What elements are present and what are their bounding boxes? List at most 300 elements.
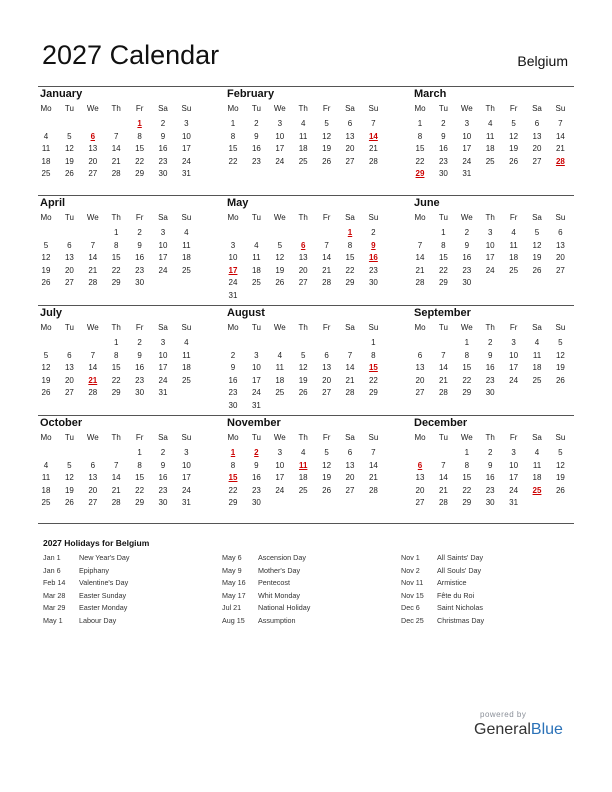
day-cell: 17 bbox=[485, 253, 495, 263]
day-cell: 9 bbox=[441, 131, 446, 141]
day-cell: 12 bbox=[41, 363, 51, 373]
day-cell: 11 bbox=[486, 131, 495, 141]
day-cell: 4 bbox=[534, 448, 540, 457]
day-cell: 18 bbox=[509, 253, 519, 263]
day-cell: 10 bbox=[158, 240, 168, 250]
day-cell: 12 bbox=[322, 131, 332, 141]
day-cell: 19 bbox=[555, 363, 565, 373]
holiday-date: May 6 bbox=[222, 553, 242, 562]
day-cell: 24 bbox=[158, 375, 168, 385]
day-cell: 9 bbox=[160, 460, 166, 470]
day-cell: 24 bbox=[181, 485, 191, 495]
day-cell: 26 bbox=[532, 265, 542, 275]
day-cell: 23 bbox=[485, 375, 495, 385]
day-cell: 18 bbox=[485, 144, 495, 154]
day-cell: 17 bbox=[158, 253, 168, 263]
day-cell: 10 bbox=[275, 131, 285, 141]
day-cell: 14 bbox=[322, 253, 332, 263]
weekday-label: Mo bbox=[40, 433, 52, 442]
day-cell: 10 bbox=[509, 350, 519, 360]
weekday-label: Fr bbox=[135, 433, 144, 442]
day-cell: 11 bbox=[275, 363, 284, 373]
day-cell: 2 bbox=[371, 228, 376, 237]
day-cell: 29 bbox=[368, 388, 378, 398]
holiday-date: Dec 25 bbox=[401, 615, 424, 625]
holiday-name: Labour Day bbox=[79, 615, 117, 625]
weekday-label: Sa bbox=[345, 104, 355, 113]
holiday-name: Valentine's Day bbox=[79, 578, 129, 587]
month-november bbox=[224, 417, 392, 523]
weekday-label: We bbox=[273, 104, 286, 113]
day-cell: 28 bbox=[88, 388, 98, 398]
weekday-label: Mo bbox=[227, 323, 239, 332]
day-cell: 9 bbox=[137, 240, 142, 250]
day-cell: 15 bbox=[345, 253, 355, 263]
day-cell: 7 bbox=[90, 350, 96, 360]
day-cell: 22 bbox=[228, 156, 238, 166]
day-cell: 13 bbox=[345, 460, 355, 470]
day-cell: 4 bbox=[184, 338, 189, 347]
day-cell: 17 bbox=[181, 144, 191, 154]
holiday-date: May 17 bbox=[222, 590, 246, 600]
weekday-label: Tu bbox=[438, 213, 448, 222]
holiday-day-cell: 6 bbox=[300, 240, 306, 250]
day-cell: 22 bbox=[228, 485, 238, 495]
day-cell: 7 bbox=[113, 460, 119, 470]
day-cell: 29 bbox=[345, 278, 355, 288]
day-cell: 29 bbox=[111, 388, 121, 398]
day-cell: 11 bbox=[182, 240, 191, 250]
holiday-name: Saint Nicholas bbox=[437, 603, 483, 612]
holiday-day-cell: 9 bbox=[371, 240, 376, 250]
day-cell: 23 bbox=[251, 156, 261, 166]
weekday-label: Th bbox=[298, 213, 308, 222]
day-cell: 15 bbox=[111, 253, 121, 263]
day-cell: 16 bbox=[485, 363, 495, 373]
divider bbox=[38, 305, 574, 306]
day-cell: 10 bbox=[228, 253, 238, 263]
day-cell: 23 bbox=[368, 265, 378, 275]
day-cell: 21 bbox=[345, 375, 355, 385]
day-cell: 18 bbox=[532, 473, 542, 483]
day-cell: 24 bbox=[509, 485, 519, 495]
day-cell: 9 bbox=[160, 131, 166, 141]
day-cell: 4 bbox=[300, 448, 306, 457]
day-cell: 14 bbox=[88, 253, 98, 263]
day-cell: 29 bbox=[438, 278, 448, 288]
day-cell: 17 bbox=[462, 144, 472, 154]
day-cell: 31 bbox=[181, 169, 191, 179]
day-cell: 24 bbox=[509, 375, 519, 385]
day-cell: 18 bbox=[181, 253, 191, 263]
day-cell: 31 bbox=[509, 498, 519, 508]
day-cell: 21 bbox=[111, 156, 121, 166]
holiday-date: Mar 29 bbox=[43, 603, 66, 612]
weekday-label: We bbox=[460, 104, 473, 113]
day-cell: 20 bbox=[532, 144, 542, 154]
day-cell: 13 bbox=[555, 240, 565, 250]
weekday-label: Th bbox=[485, 213, 495, 222]
month-may bbox=[224, 197, 392, 303]
brand-general: General bbox=[474, 721, 531, 738]
day-cell: 7 bbox=[371, 448, 376, 457]
day-cell: 10 bbox=[158, 350, 168, 360]
day-cell: 22 bbox=[135, 485, 145, 495]
day-cell: 28 bbox=[111, 169, 121, 179]
day-cell: 26 bbox=[275, 278, 285, 288]
weekday-label: Fr bbox=[509, 104, 518, 113]
day-cell: 15 bbox=[111, 363, 121, 373]
holiday-date: Nov 2 bbox=[401, 565, 420, 575]
weekday-label: Su bbox=[181, 323, 192, 332]
day-cell: 22 bbox=[438, 265, 448, 275]
day-cell: 5 bbox=[324, 119, 329, 128]
day-cell: 9 bbox=[487, 350, 493, 360]
day-cell: 22 bbox=[111, 375, 121, 385]
day-cell: 28 bbox=[438, 388, 448, 398]
day-cell: 27 bbox=[322, 388, 332, 398]
day-cell: 7 bbox=[441, 460, 446, 470]
day-cell: 1 bbox=[417, 119, 423, 128]
day-cell: 3 bbox=[160, 338, 166, 347]
day-cell: 5 bbox=[558, 338, 563, 347]
holiday-name: Fête du Roi bbox=[437, 590, 475, 600]
weekday-label: We bbox=[273, 323, 286, 332]
day-cell: 6 bbox=[347, 119, 353, 128]
month-name: September bbox=[414, 307, 471, 319]
day-cell: 17 bbox=[275, 144, 285, 154]
divider bbox=[38, 523, 574, 524]
day-cell: 4 bbox=[511, 228, 516, 237]
day-cell: 30 bbox=[135, 278, 145, 288]
weekday-label: Tu bbox=[64, 323, 74, 332]
day-cell: 10 bbox=[181, 460, 191, 470]
day-cell: 13 bbox=[415, 363, 425, 373]
country-label: Belgium bbox=[517, 53, 568, 69]
day-cell: 12 bbox=[298, 363, 308, 373]
day-cell: 12 bbox=[509, 131, 519, 141]
weekday-label: We bbox=[86, 104, 99, 113]
weekday-label: Sa bbox=[345, 323, 355, 332]
holiday-day-cell: 6 bbox=[90, 131, 96, 141]
day-cell: 30 bbox=[485, 388, 495, 398]
day-cell: 19 bbox=[275, 265, 285, 275]
month-april bbox=[37, 197, 205, 303]
day-cell: 12 bbox=[532, 240, 542, 250]
holiday-name: Easter Sunday bbox=[79, 590, 127, 600]
day-cell: 5 bbox=[324, 448, 329, 457]
day-cell: 3 bbox=[184, 119, 189, 128]
day-cell: 2 bbox=[160, 119, 166, 128]
day-cell: 30 bbox=[158, 498, 168, 508]
day-cell: 30 bbox=[228, 401, 238, 410]
weekday-label: Fr bbox=[322, 213, 331, 222]
day-cell: 28 bbox=[368, 485, 378, 495]
day-cell: 15 bbox=[135, 473, 145, 483]
day-cell: 28 bbox=[345, 388, 355, 398]
day-cell: 1 bbox=[230, 119, 236, 128]
weekday-label: Sa bbox=[532, 104, 542, 113]
weekday-label: Tu bbox=[438, 323, 448, 332]
day-cell: 16 bbox=[485, 473, 495, 483]
day-cell: 11 bbox=[41, 473, 51, 483]
day-cell: 3 bbox=[511, 338, 516, 347]
weekday-label: Th bbox=[485, 104, 495, 113]
holiday-date: Jan 1 bbox=[43, 553, 61, 562]
day-cell: 30 bbox=[251, 498, 261, 508]
day-cell: 9 bbox=[254, 131, 259, 141]
holiday-date: Feb 14 bbox=[43, 578, 66, 587]
day-cell: 2 bbox=[254, 119, 259, 128]
day-cell: 14 bbox=[438, 363, 448, 373]
day-cell: 16 bbox=[158, 473, 168, 483]
day-cell: 12 bbox=[64, 473, 74, 483]
day-cell: 5 bbox=[67, 460, 72, 470]
day-cell: 24 bbox=[251, 388, 261, 398]
holiday-date: Jan 6 bbox=[43, 565, 61, 575]
day-cell: 18 bbox=[532, 363, 542, 373]
day-cell: 20 bbox=[64, 375, 74, 385]
day-cell: 15 bbox=[462, 363, 472, 373]
weekday-label: Su bbox=[368, 213, 379, 222]
holiday-day-cell: 6 bbox=[417, 460, 423, 470]
divider bbox=[38, 195, 574, 196]
day-cell: 23 bbox=[438, 156, 448, 166]
weekday-label: Fr bbox=[322, 433, 331, 442]
day-cell: 7 bbox=[371, 119, 376, 128]
day-cell: 5 bbox=[43, 240, 49, 250]
holiday-day-cell: 28 bbox=[555, 156, 565, 166]
weekday-label: Tu bbox=[438, 433, 448, 442]
day-cell: 24 bbox=[275, 156, 285, 166]
day-cell: 27 bbox=[345, 156, 355, 166]
day-cell: 4 bbox=[487, 119, 493, 128]
holiday-day-cell: 21 bbox=[88, 375, 98, 385]
day-cell: 16 bbox=[438, 144, 448, 154]
weekday-label: Th bbox=[111, 433, 121, 442]
day-cell: 6 bbox=[534, 119, 540, 128]
day-cell: 24 bbox=[158, 265, 168, 275]
day-cell: 26 bbox=[64, 169, 74, 179]
day-cell: 4 bbox=[184, 228, 189, 237]
weekday-label: Fr bbox=[509, 213, 518, 222]
weekday-label: Th bbox=[485, 323, 495, 332]
day-cell: 30 bbox=[438, 169, 448, 179]
day-cell: 8 bbox=[137, 131, 142, 141]
day-cell: 19 bbox=[555, 473, 565, 483]
day-cell: 29 bbox=[228, 498, 238, 508]
day-cell: 11 bbox=[182, 350, 191, 360]
day-cell: 11 bbox=[252, 253, 261, 263]
weekday-label: Mo bbox=[414, 433, 426, 442]
day-cell: 12 bbox=[275, 253, 285, 263]
day-cell: 15 bbox=[415, 144, 425, 154]
day-cell: 24 bbox=[228, 278, 238, 288]
day-cell: 27 bbox=[88, 498, 98, 508]
day-cell: 27 bbox=[88, 169, 98, 179]
day-cell: 8 bbox=[371, 350, 376, 360]
day-cell: 3 bbox=[277, 119, 283, 128]
holiday-day-cell: 16 bbox=[368, 253, 378, 263]
holiday-day-cell: 1 bbox=[137, 119, 142, 128]
day-cell: 11 bbox=[299, 131, 308, 141]
day-cell: 8 bbox=[464, 460, 470, 470]
day-cell: 10 bbox=[251, 363, 261, 373]
day-cell: 9 bbox=[487, 460, 493, 470]
powered-by-label: powered by bbox=[480, 710, 527, 719]
day-cell: 17 bbox=[158, 363, 168, 373]
day-cell: 2 bbox=[137, 338, 142, 347]
holiday-day-cell: 17 bbox=[228, 265, 238, 275]
month-name: November bbox=[227, 417, 281, 429]
day-cell: 7 bbox=[90, 240, 96, 250]
day-cell: 30 bbox=[158, 169, 168, 179]
day-cell: 18 bbox=[41, 156, 51, 166]
month-july bbox=[37, 307, 205, 413]
day-cell: 1 bbox=[464, 338, 470, 347]
day-cell: 19 bbox=[532, 253, 542, 263]
day-cell: 13 bbox=[415, 473, 425, 483]
day-cell: 22 bbox=[111, 265, 121, 275]
holiday-name: Pentecost bbox=[258, 578, 290, 587]
day-cell: 31 bbox=[251, 401, 261, 410]
day-cell: 4 bbox=[254, 240, 259, 250]
day-cell: 21 bbox=[111, 485, 121, 495]
day-cell: 8 bbox=[113, 350, 119, 360]
day-cell: 17 bbox=[509, 473, 519, 483]
day-cell: 20 bbox=[345, 473, 355, 483]
weekday-label: Fr bbox=[322, 323, 331, 332]
weekday-label: Th bbox=[485, 433, 495, 442]
day-cell: 10 bbox=[462, 131, 472, 141]
day-cell: 7 bbox=[324, 240, 329, 250]
day-cell: 13 bbox=[64, 363, 74, 373]
holiday-day-cell: 11 bbox=[298, 460, 308, 470]
day-cell: 18 bbox=[251, 265, 261, 275]
holiday-name: Armistice bbox=[437, 578, 467, 587]
holiday-day-cell: 29 bbox=[415, 169, 425, 179]
day-cell: 19 bbox=[64, 156, 74, 166]
day-cell: 7 bbox=[558, 119, 563, 128]
day-cell: 21 bbox=[368, 473, 378, 483]
holiday-day-cell: 1 bbox=[347, 228, 353, 237]
weekday-label: Su bbox=[181, 433, 192, 442]
weekday-label: Su bbox=[368, 323, 379, 332]
day-cell: 2 bbox=[230, 350, 236, 360]
day-cell: 28 bbox=[368, 156, 378, 166]
day-cell: 22 bbox=[368, 375, 378, 385]
day-cell: 27 bbox=[64, 278, 74, 288]
day-cell: 20 bbox=[88, 485, 98, 495]
month-march bbox=[411, 88, 579, 194]
holiday-day-cell: 15 bbox=[368, 363, 378, 373]
day-cell: 6 bbox=[347, 448, 353, 457]
day-cell: 5 bbox=[534, 228, 540, 237]
holiday-name: Whit Monday bbox=[258, 590, 300, 600]
holiday-day-cell: 14 bbox=[368, 131, 378, 141]
weekday-label: Fr bbox=[135, 323, 144, 332]
day-cell: 23 bbox=[135, 265, 145, 275]
day-cell: 26 bbox=[41, 278, 51, 288]
day-cell: 28 bbox=[415, 278, 425, 288]
day-cell: 4 bbox=[534, 338, 540, 347]
day-cell: 25 bbox=[485, 156, 495, 166]
holiday-date: Jul 21 bbox=[222, 603, 242, 612]
day-cell: 13 bbox=[532, 131, 542, 141]
day-cell: 3 bbox=[254, 350, 259, 360]
day-cell: 16 bbox=[462, 253, 472, 263]
day-cell: 15 bbox=[462, 473, 472, 483]
weekday-label: Tu bbox=[251, 323, 261, 332]
weekday-label: Th bbox=[111, 323, 121, 332]
weekday-label: Th bbox=[111, 104, 121, 113]
holiday-date: Dec 6 bbox=[401, 603, 420, 612]
day-cell: 25 bbox=[532, 375, 542, 385]
day-cell: 27 bbox=[64, 388, 74, 398]
weekday-label: Fr bbox=[135, 104, 144, 113]
day-cell: 10 bbox=[485, 240, 495, 250]
weekday-label: Su bbox=[555, 104, 566, 113]
day-cell: 16 bbox=[135, 253, 145, 263]
day-cell: 25 bbox=[181, 265, 191, 275]
weekday-label: Fr bbox=[509, 323, 518, 332]
holiday-date: Nov 11 bbox=[401, 578, 424, 587]
day-cell: 1 bbox=[137, 448, 142, 457]
day-cell: 19 bbox=[41, 265, 51, 275]
weekday-label: We bbox=[86, 323, 99, 332]
day-cell: 14 bbox=[111, 473, 121, 483]
weekday-label: Su bbox=[368, 433, 379, 442]
weekday-label: We bbox=[460, 213, 473, 222]
day-cell: 13 bbox=[88, 144, 98, 154]
day-cell: 29 bbox=[462, 498, 472, 508]
day-cell: 23 bbox=[485, 485, 495, 495]
day-cell: 28 bbox=[88, 278, 98, 288]
holiday-date: May 1 bbox=[43, 615, 63, 625]
day-cell: 8 bbox=[441, 240, 446, 250]
day-cell: 4 bbox=[300, 119, 306, 128]
brand-logo bbox=[474, 721, 563, 739]
month-name: January bbox=[40, 88, 83, 100]
weekday-label: Sa bbox=[532, 213, 542, 222]
day-cell: 3 bbox=[487, 228, 493, 237]
day-cell: 25 bbox=[298, 156, 308, 166]
month-december bbox=[411, 417, 579, 523]
holiday-date: Nov 1 bbox=[401, 553, 420, 562]
day-cell: 28 bbox=[438, 498, 448, 508]
day-cell: 2 bbox=[487, 448, 493, 457]
month-name: August bbox=[227, 307, 265, 319]
holidays-title: 2027 Holidays for Belgium bbox=[43, 538, 150, 548]
holiday-name: Mother's Day bbox=[258, 565, 301, 575]
holiday-day-cell: 15 bbox=[228, 473, 238, 483]
weekday-label: Tu bbox=[64, 433, 74, 442]
weekday-label: Su bbox=[555, 433, 566, 442]
day-cell: 4 bbox=[43, 131, 49, 141]
holiday-date: May 9 bbox=[222, 565, 242, 575]
day-cell: 5 bbox=[43, 350, 49, 360]
weekday-label: Mo bbox=[227, 213, 239, 222]
day-cell: 25 bbox=[251, 278, 261, 288]
day-cell: 24 bbox=[485, 265, 495, 275]
month-name: April bbox=[40, 197, 66, 209]
month-name: October bbox=[40, 417, 83, 429]
day-cell: 23 bbox=[228, 388, 238, 398]
month-january bbox=[37, 88, 205, 194]
day-cell: 25 bbox=[181, 375, 191, 385]
weekday-label: Th bbox=[298, 433, 308, 442]
day-cell: 7 bbox=[417, 240, 423, 250]
